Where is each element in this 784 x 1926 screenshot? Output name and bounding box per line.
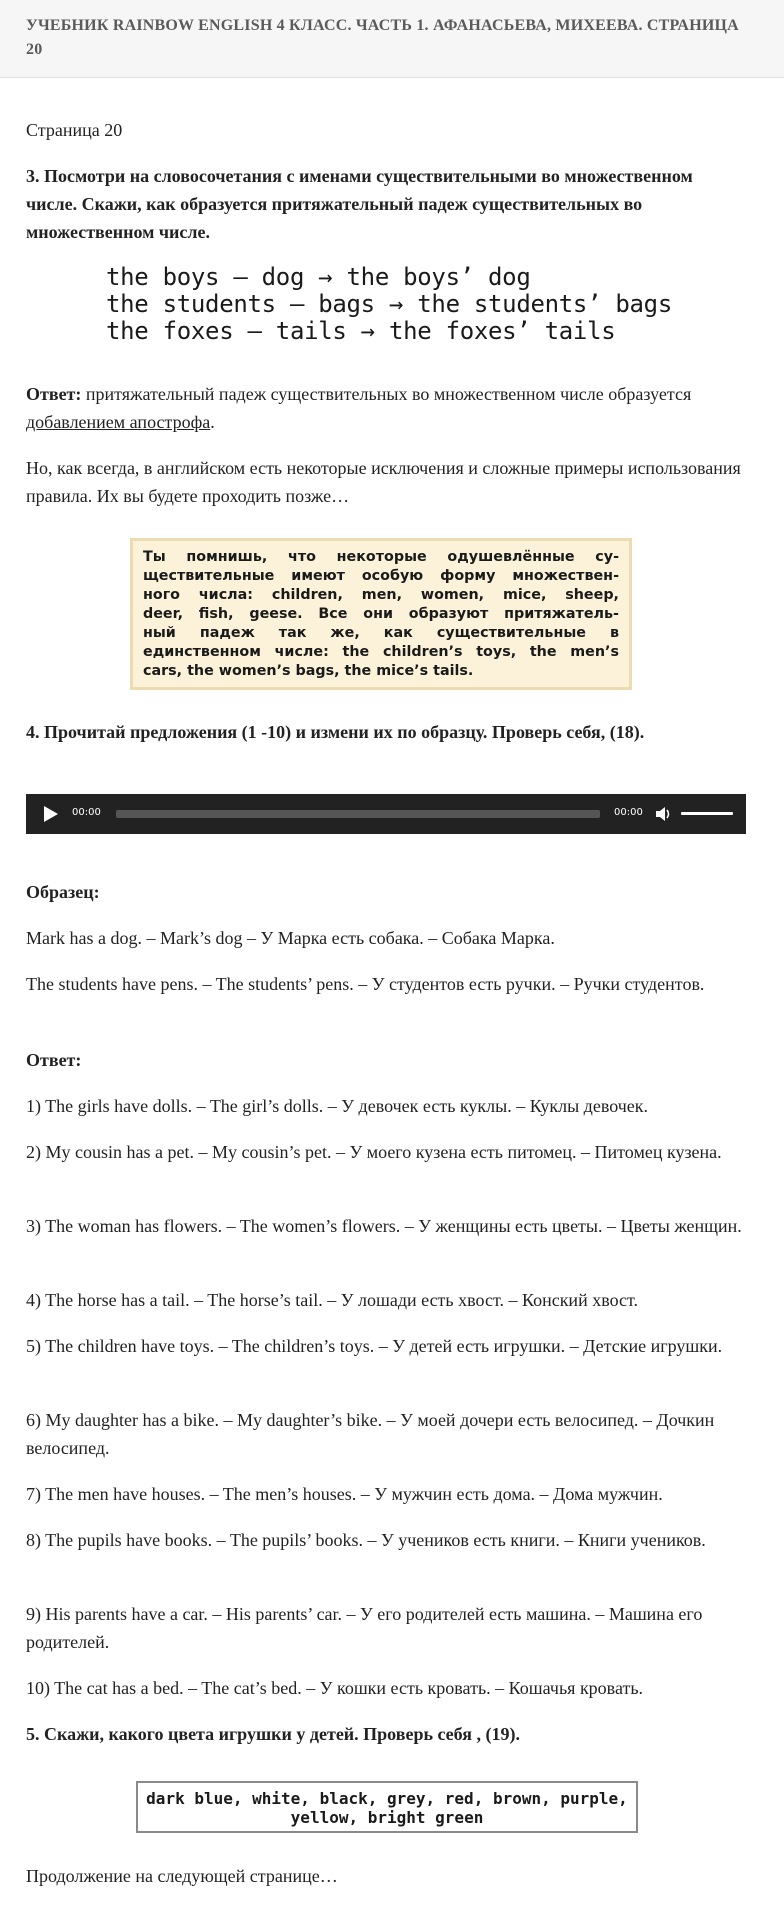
answer-item: 6) My daughter has a bike. – My daughter’s bike. – У моей дочери есть велосипед. – Дочкин велосипед. xyxy=(26,1410,715,1458)
answer-label: Ответ: xyxy=(26,1050,82,1070)
apostrophe-link[interactable]: добавлением апострофа xyxy=(26,412,211,432)
play-icon[interactable] xyxy=(44,806,58,822)
speaker-icon[interactable] xyxy=(654,805,672,823)
page-header xyxy=(0,0,784,78)
rule-line: cars, the women’s bags, the mice’s tails. xyxy=(143,663,474,679)
page-title: УЧЕБНИК RAINBOW ENGLISH 4 КЛАСС. ЧАСТЬ 1. АФАНАСЬЕВА, МИХЕЕВА. СТРАНИЦА 20 xyxy=(26,17,739,58)
rule-note-image xyxy=(130,538,632,690)
rule-line: ществительные имеют особую форму множествен- xyxy=(143,568,619,584)
example-line: the students — bags → the students’ bags xyxy=(106,290,672,318)
page-label: Страница 20 xyxy=(26,120,123,140)
sample-line: The students have pens. – The students’ pens. – У студентов есть ручки. – Ручки студентов. xyxy=(26,974,705,994)
duration: 00:00 xyxy=(614,807,643,818)
rule-line: ного числа: children, men, women, mice, sheep, xyxy=(143,587,619,603)
answer-end: . xyxy=(210,412,215,432)
current-time: 00:00 xyxy=(72,807,101,818)
answer-item: 4) The horse has a tail. – The horse’s tail. – У лошади есть хвост. – Конский хвост. xyxy=(26,1290,639,1310)
exceptions-note: Но, как всегда, в английском есть некоторые исключения и сложные примеры использования правила. Их вы будете проходить позже… xyxy=(26,458,741,506)
example-line: the foxes — tails → the foxes’ tails xyxy=(106,317,616,345)
answer-item: 9) His parents have a car. – His parents’ car. – У его родителей есть машина. – Машина его родителей. xyxy=(26,1604,703,1652)
answer-item: 5) The children have toys. – The children’s toys. – У детей есть игрушки. – Детские игрушки. xyxy=(26,1336,723,1356)
volume-slider[interactable] xyxy=(681,812,733,815)
rule-line: единственном числе: the children’s toys, the men’s xyxy=(143,644,619,660)
task-5-title: 5. Скажи, какого цвета игрушки у детей. Проверь себя , (19). xyxy=(26,1724,520,1744)
audio-progress-track[interactable] xyxy=(116,810,600,818)
rule-line: ный падеж так же, как существительные в xyxy=(143,625,619,641)
answer-item: 2) My cousin has a pet. – My cousin’s pet. – У моего кузена есть питомец. – Питомец кузена. xyxy=(26,1142,722,1162)
audio-player xyxy=(26,794,746,834)
example-line: the boys — dog → the boys’ dog xyxy=(106,263,531,291)
task-4-title: 4. Прочитай предложения (1 -10) и измени их по образцу. Проверь себя, (18). xyxy=(26,722,645,742)
answer-item: 1) The girls have dolls. – The girl’s dolls. – У девочек есть куклы. – Куклы девочек. xyxy=(26,1096,649,1116)
task-3-title: 3. Посмотри на словосочетания с именами существительными во множественном числе. Скажи, как образуется притяжательный падеж существительных во множественном числе. xyxy=(26,166,693,242)
task-3-answer xyxy=(26,380,746,436)
answer-text: притяжательный падеж существительных во множественном числе образуется xyxy=(81,384,692,404)
possessive-examples-image xyxy=(106,264,676,345)
sample-line: Mark has a dog. – Mark’s dog – У Марка есть собака. – Собака Марка. xyxy=(26,928,555,948)
colors-line: yellow, bright green xyxy=(290,1808,484,1827)
answer-item: 3) The woman has flowers. – The women’s flowers. – У женщины есть цветы. – Цветы женщин. xyxy=(26,1216,742,1236)
continuation-note: Продолжение на следующей странице… xyxy=(26,1866,338,1886)
answer-item: 10) The cat has a bed. – The cat’s bed. – У кошки есть кровать. – Кошачья кровать. xyxy=(26,1678,644,1698)
answer-item: 7) The men have houses. – The men’s houses. – У мужчин есть дома. – Дома мужчин. xyxy=(26,1484,663,1504)
answer-label: Ответ: xyxy=(26,384,82,404)
answer-item: 8) The pupils have books. – The pupils’ books. – У учеников есть книги. – Книги учеников. xyxy=(26,1530,706,1550)
colors-image xyxy=(136,1781,638,1833)
rule-line: Ты помнишь, что некоторые одушевлённые су- xyxy=(143,549,619,565)
sample-label: Образец: xyxy=(26,882,100,902)
rule-line: deer, fish, geese. Все они образуют притяжатель- xyxy=(143,606,619,622)
colors-line: dark blue, white, black, grey, red, brown, purple, xyxy=(146,1789,628,1808)
